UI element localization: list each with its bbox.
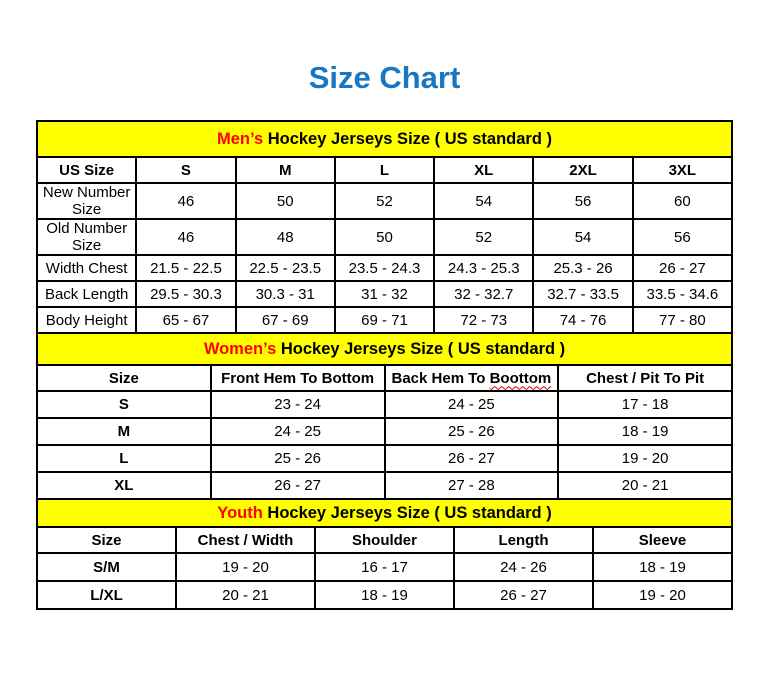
- row-label: S/M: [37, 553, 176, 581]
- row-label: L: [37, 445, 211, 472]
- size-value: 27 - 28: [385, 472, 559, 499]
- youth-section-heading: [37, 499, 732, 527]
- size-value: 20 - 21: [176, 581, 315, 609]
- column-header: US Size: [37, 157, 136, 183]
- column-header: S: [136, 157, 235, 183]
- size-value: 26 - 27: [211, 472, 385, 499]
- size-value: 54: [434, 183, 533, 219]
- size-value: 22.5 - 23.5: [236, 255, 335, 281]
- womens-column-header-row: [37, 365, 732, 391]
- row-label: L/XL: [37, 581, 176, 609]
- mens-column-header-row: [37, 157, 732, 183]
- table-row: [37, 445, 732, 472]
- size-value: 56: [633, 219, 732, 255]
- size-value: 18 - 19: [593, 553, 732, 581]
- size-value: 24.3 - 25.3: [434, 255, 533, 281]
- youth-column-header-row: [37, 527, 732, 553]
- size-value: 18 - 19: [315, 581, 454, 609]
- size-value: 26 - 27: [454, 581, 593, 609]
- size-value: 24 - 26: [454, 553, 593, 581]
- row-label: XL: [37, 472, 211, 499]
- size-value: 50: [236, 183, 335, 219]
- youth-heading-text: Hockey Jerseys Size ( US standard ): [262, 503, 552, 522]
- size-value: 69 - 71: [335, 307, 434, 333]
- size-value: 29.5 - 30.3: [136, 281, 235, 307]
- size-value: 46: [136, 219, 235, 255]
- size-value: 19 - 20: [176, 553, 315, 581]
- size-value: 21.5 - 22.5: [136, 255, 235, 281]
- column-header: Size: [37, 527, 176, 553]
- size-value: 24 - 25: [385, 391, 559, 418]
- row-label: Back Length: [37, 281, 136, 307]
- size-value: 19 - 20: [558, 445, 732, 472]
- size-value: 77 - 80: [633, 307, 732, 333]
- mens-heading-text: Hockey Jerseys Size ( US standard ): [263, 129, 553, 148]
- column-header: [385, 365, 559, 391]
- size-value: 67 - 69: [236, 307, 335, 333]
- table-row: [37, 219, 732, 255]
- womens-heading-accent: Women’s: [203, 339, 277, 358]
- table-row: [37, 307, 732, 333]
- table-row: [37, 581, 732, 609]
- size-value: 30.3 - 31: [236, 281, 335, 307]
- size-value: 54: [533, 219, 632, 255]
- womens-heading-text: Hockey Jerseys Size ( US standard ): [276, 339, 566, 358]
- size-value: 19 - 20: [593, 581, 732, 609]
- size-value: 72 - 73: [434, 307, 533, 333]
- size-value: 18 - 19: [558, 418, 732, 445]
- row-label: New Number Size: [37, 183, 136, 219]
- size-value: 31 - 32: [335, 281, 434, 307]
- size-value: 17 - 18: [558, 391, 732, 418]
- size-value: 60: [633, 183, 732, 219]
- page-title: Size Chart: [308, 60, 461, 95]
- column-header: Sleeve: [593, 527, 732, 553]
- column-header: Front Hem To Bottom: [211, 365, 385, 391]
- womens-section-heading-row: [37, 333, 732, 365]
- size-value: 20 - 21: [558, 472, 732, 499]
- column-header: 3XL: [633, 157, 732, 183]
- youth-heading-accent: Youth: [217, 503, 263, 522]
- size-value: 32 - 32.7: [434, 281, 533, 307]
- size-value: 26 - 27: [633, 255, 732, 281]
- table-row: [37, 418, 732, 445]
- column-header-text: Back Hem To: [391, 369, 490, 387]
- row-label: Body Height: [37, 307, 136, 333]
- size-value: 25 - 26: [211, 445, 385, 472]
- size-chart-page: [36, 58, 733, 610]
- size-value: 48: [236, 219, 335, 255]
- youth-size-table: [36, 498, 733, 610]
- row-label: Width Chest: [37, 255, 136, 281]
- size-value: 32.7 - 33.5: [533, 281, 632, 307]
- womens-size-table: [36, 332, 733, 500]
- size-tables: [36, 120, 733, 610]
- table-row: [37, 472, 732, 499]
- size-value: 33.5 - 34.6: [633, 281, 732, 307]
- column-header: Size: [37, 365, 211, 391]
- row-label: Old Number Size: [37, 219, 136, 255]
- row-label: M: [37, 418, 211, 445]
- size-value: 74 - 76: [533, 307, 632, 333]
- table-row: [37, 553, 732, 581]
- size-value: 56: [533, 183, 632, 219]
- size-value: 52: [434, 219, 533, 255]
- mens-heading-accent: Men’s: [216, 129, 264, 148]
- size-value: 23 - 24: [211, 391, 385, 418]
- size-value: 25 - 26: [385, 418, 559, 445]
- table-row: [37, 281, 732, 307]
- size-value: 26 - 27: [385, 445, 559, 472]
- column-header: Length: [454, 527, 593, 553]
- row-label: S: [37, 391, 211, 418]
- size-value: 52: [335, 183, 434, 219]
- column-header: M: [236, 157, 335, 183]
- table-row: [37, 391, 732, 418]
- mens-section-heading-row: [37, 121, 732, 157]
- size-value: 65 - 67: [136, 307, 235, 333]
- womens-section-heading: [37, 333, 732, 365]
- table-row: [37, 255, 732, 281]
- size-value: 50: [335, 219, 434, 255]
- table-row: [37, 183, 732, 219]
- size-value: 25.3 - 26: [533, 255, 632, 281]
- size-value: 23.5 - 24.3: [335, 255, 434, 281]
- column-header: Chest / Width: [176, 527, 315, 553]
- column-header: Chest / Pit To Pit: [558, 365, 732, 391]
- mens-section-heading: [37, 121, 732, 157]
- column-header: 2XL: [533, 157, 632, 183]
- column-header: L: [335, 157, 434, 183]
- misspelled-word: Boottom: [489, 369, 552, 387]
- column-header: Shoulder: [315, 527, 454, 553]
- column-header: XL: [434, 157, 533, 183]
- youth-section-heading-row: [37, 499, 732, 527]
- size-value: 16 - 17: [315, 553, 454, 581]
- size-value: 46: [136, 183, 235, 219]
- size-value: 24 - 25: [211, 418, 385, 445]
- mens-size-table: [36, 120, 733, 334]
